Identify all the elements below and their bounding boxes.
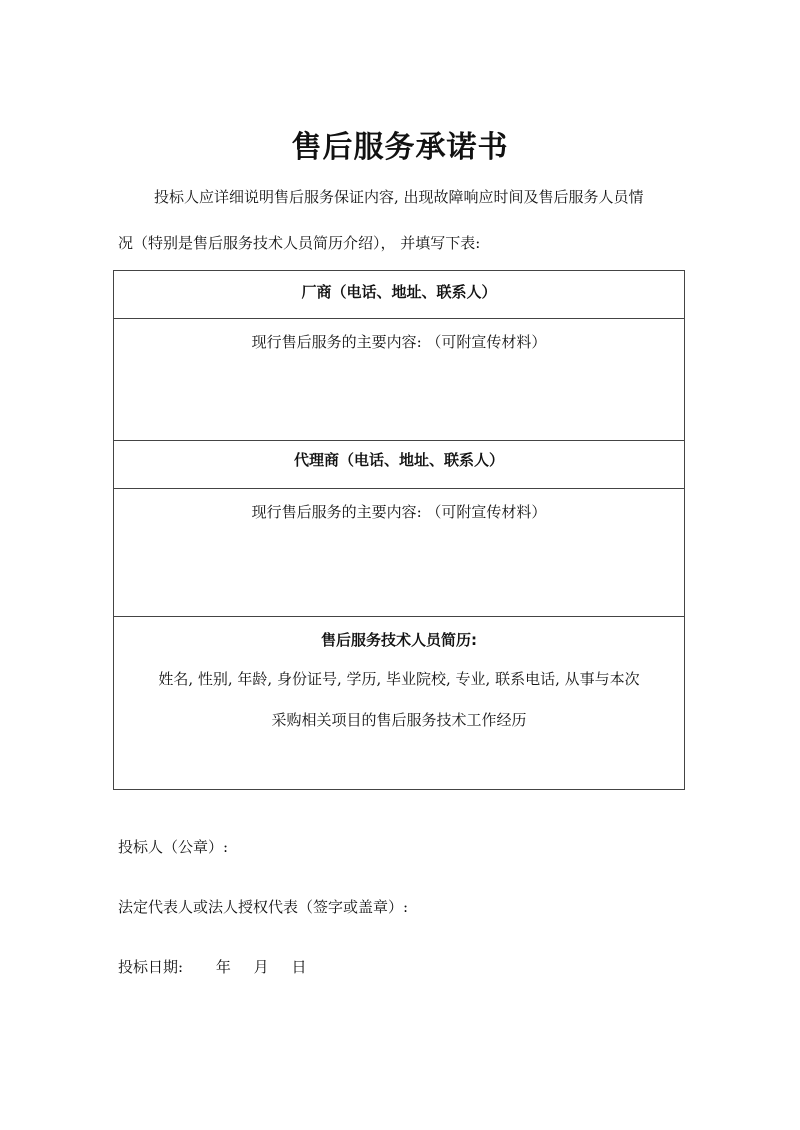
date-year-label: 年 [215, 958, 231, 976]
technician-resume-cell [114, 617, 684, 789]
bid-date-line [118, 956, 324, 977]
date-month-label: 月 [253, 958, 269, 976]
manufacturer-header-text: 厂商（电话、地址、联系人） [301, 283, 497, 301]
representative-signature-line: 法定代表人或法人授权代表（签字或盖章）: [118, 898, 409, 916]
manufacturer-header-cell [114, 271, 684, 319]
agent-content-text: 现行售后服务的主要内容: （可附宣传材料） [251, 503, 547, 521]
agent-header-text: 代理商（电话、地址、联系人） [293, 451, 504, 469]
intro-paragraph-line-2: 况（特别是售后服务技术人员简历介绍）， 并填写下表: [118, 234, 481, 252]
bid-date-fields [216, 958, 325, 976]
agent-header-cell [114, 441, 684, 489]
bid-date-label: 投标日期: [118, 958, 184, 976]
agent-content-cell [114, 489, 684, 617]
resume-fields-line-1: 姓名, 性别, 年龄, 身份证号, 学历, 毕业院校, 专业, 联系电话, 从事与本次 [158, 670, 640, 688]
resume-fields-line-2: 采购相关项目的售后服务技术工作经历 [271, 711, 527, 729]
bidder-seal-line: 投标人（公章）: [118, 838, 229, 856]
page-title: 售后服务承诺书 [291, 130, 509, 165]
intro-paragraph-line-1: 投标人应详细说明售后服务保证内容, 出现故障响应时间及售后服务人员情 [154, 188, 644, 206]
service-table [113, 270, 685, 790]
manufacturer-content-text: 现行售后服务的主要内容: （可附宣传材料） [251, 333, 547, 351]
date-day-label: 日 [291, 958, 307, 976]
resume-title: 售后服务技术人员简历: [321, 631, 477, 649]
manufacturer-content-cell [114, 319, 684, 441]
